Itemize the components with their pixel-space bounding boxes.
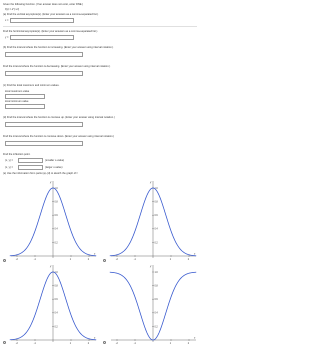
y-tick-label: 0.2 xyxy=(154,242,158,245)
x-tick-label: 2 xyxy=(187,343,189,345)
x-tick-label: -2 xyxy=(115,343,118,345)
x-tick-label: 2 xyxy=(87,343,89,345)
x-tick-label: -1 xyxy=(133,343,136,345)
part-e-concave-down-prompt: Find the interval where the function is concave down. (Enter your answer using interval notation.) xyxy=(3,135,115,138)
graph-option-2-radio[interactable] xyxy=(103,259,106,262)
part-c-increasing-prompt: (b) Find the interval where the function is increasing. (Enter your answer using interval notation.) xyxy=(3,46,114,49)
inflection-row1-label: (x, y) = xyxy=(5,159,13,162)
y-tick-label: 0.2 xyxy=(54,326,58,329)
y-axis-label: y xyxy=(50,265,52,268)
x-tick-label: 1 xyxy=(69,343,71,345)
graph-option-1[interactable] xyxy=(8,178,98,262)
horizontal-asymptote-input[interactable] xyxy=(10,35,74,40)
inflection-point-smaller-input[interactable] xyxy=(18,158,43,163)
concave-up-interval-input[interactable] xyxy=(5,122,83,127)
y-tick-label: 0.6 xyxy=(54,215,58,218)
y-tick-label: 0.4 xyxy=(54,312,58,315)
inflection-row2-hint: (larger x-value) xyxy=(45,166,63,169)
y-axis-label: y xyxy=(50,181,52,184)
y-tick-label: 0.6 xyxy=(154,215,158,218)
x-axis-label: x xyxy=(94,252,96,256)
part-a-label: x = xyxy=(5,19,9,22)
y-tick-label: 0.2 xyxy=(154,326,158,329)
local-max-label: local maximum value xyxy=(5,90,30,93)
inflection-prompt: Find the inflection point. xyxy=(3,153,31,156)
y-tick-label: 1.0 xyxy=(154,187,158,190)
y-tick-label: 1.0 xyxy=(54,187,58,190)
y-tick-label: 1.0 xyxy=(154,271,158,274)
y-tick-label: 1.0 xyxy=(54,271,58,274)
local-min-label: local minimum value xyxy=(5,100,29,103)
y-tick-label: 0.8 xyxy=(154,285,158,288)
y-tick-label: 0.2 xyxy=(54,242,58,245)
x-tick-label: -1 xyxy=(33,259,36,261)
x-tick-label: 2 xyxy=(87,259,89,261)
y-tick-label: 0.8 xyxy=(54,201,58,204)
graph-option-3-radio[interactable] xyxy=(3,341,6,344)
x-tick-label: -2 xyxy=(115,259,118,261)
vertical-asymptote-input[interactable] xyxy=(10,18,74,23)
y-axis-label: y xyxy=(150,181,152,184)
local-max-input[interactable] xyxy=(5,94,45,99)
y-tick-label: 0.4 xyxy=(154,312,158,315)
inflection-row2-label: (x, y) = xyxy=(5,166,13,169)
graph-option-4-radio[interactable] xyxy=(103,341,106,344)
x-tick-label: 2 xyxy=(187,259,189,261)
part-b-label: y = xyxy=(5,36,9,39)
part-b-prompt: Find the horizontal asymptote(s). (Enter your answers as a comma-separated list.) xyxy=(3,30,98,33)
x-tick-label: 1 xyxy=(169,343,171,345)
inflection-row1-hint: (smaller x-value) xyxy=(45,159,65,162)
part-c-decreasing-prompt: Find the interval where the function is decreasing. (Enter your answer using interval notation.) xyxy=(3,65,111,68)
graph-option-4[interactable] xyxy=(108,262,198,346)
function-expression: f(x) = e^(-x²) xyxy=(5,8,20,11)
y-tick-label: 0.4 xyxy=(54,228,58,231)
graph-option-2[interactable] xyxy=(108,178,198,262)
part-d-prompt: (c) Find the local maximum and minimum values. xyxy=(3,84,60,87)
x-tick-label: 1 xyxy=(69,259,71,261)
y-tick-label: 0.8 xyxy=(54,285,58,288)
x-tick-label: -1 xyxy=(33,343,36,345)
x-axis-label: x xyxy=(194,336,196,340)
x-tick-label: -2 xyxy=(15,259,18,261)
part-e-concave-up-prompt: (d) Find the interval where the function is concave up. (Enter your answer using interval notation.) xyxy=(3,116,115,119)
inflection-point-larger-input[interactable] xyxy=(18,165,43,170)
decreasing-interval-input[interactable] xyxy=(5,71,83,76)
graph-option-3[interactable] xyxy=(8,262,98,346)
local-min-input[interactable] xyxy=(5,104,45,109)
part-sketch-prompt: (e) Use the information from parts (a)–(d) to sketch the graph of f. xyxy=(3,172,79,175)
y-tick-label: 0.8 xyxy=(154,201,158,204)
y-tick-label: 0.6 xyxy=(154,299,158,302)
increasing-interval-input[interactable] xyxy=(5,52,83,57)
divider xyxy=(3,26,197,27)
y-tick-label: 0.4 xyxy=(154,228,158,231)
x-tick-label: 1 xyxy=(169,259,171,261)
graph-option-1-radio[interactable] xyxy=(3,259,6,262)
x-axis-label: x xyxy=(94,336,96,340)
x-tick-label: -1 xyxy=(133,259,136,261)
part-a-prompt: (a) Find the vertical asymptote(s). (Enter your answers as a comma-separated list.) xyxy=(3,13,99,16)
concave-down-interval-input[interactable] xyxy=(5,141,83,146)
y-tick-label: 0.6 xyxy=(54,299,58,302)
y-axis-label: y xyxy=(150,265,152,268)
x-axis-label: x xyxy=(194,252,196,256)
x-tick-label: -2 xyxy=(15,343,18,345)
problem-intro: Given the following function. (If an answer does not exist, enter DNE.) xyxy=(3,3,84,6)
